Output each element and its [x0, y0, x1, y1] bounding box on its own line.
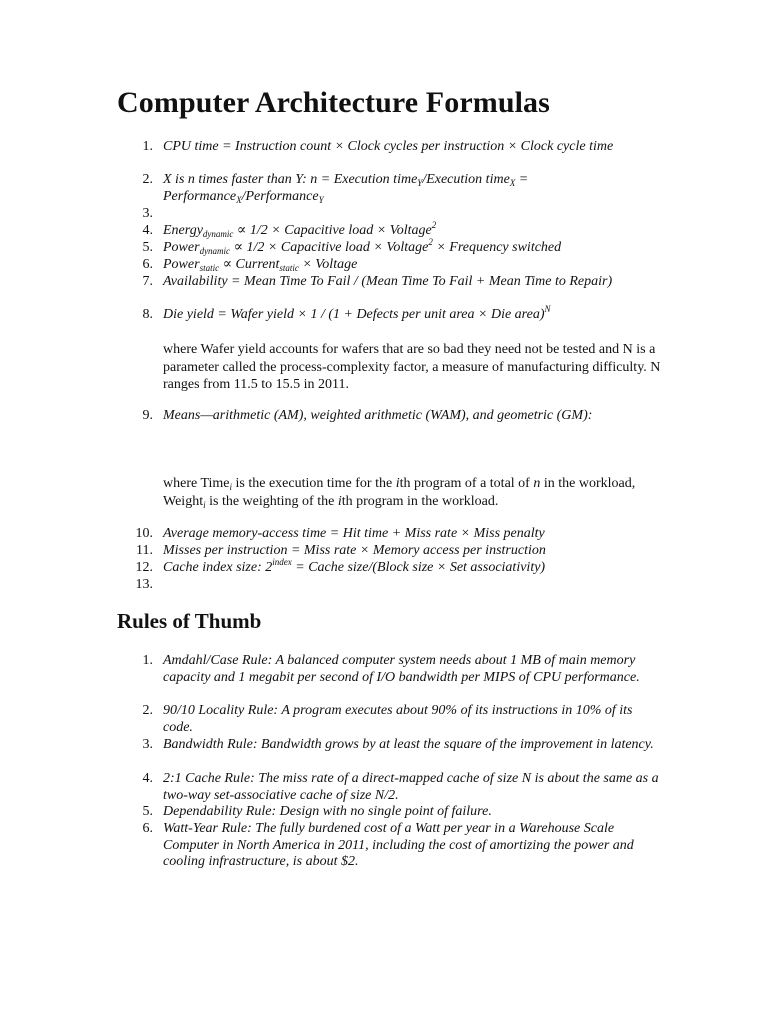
formula-number: 7. [142, 274, 153, 289]
rule-number: 4. [142, 771, 153, 786]
rule-number: 6. [142, 821, 153, 836]
rule-text: 90/10 Locality Rule: A program executes about 90% of its instructions in 10% of its code. [163, 703, 633, 735]
formula-text: Misses per instruction = Miss rate × Memory access per instruction [163, 543, 546, 558]
formula-text: Power$_{static}$ ∝ Current$_{static}$ × Voltage [163, 257, 358, 273]
formula-text: Average memory-access time = Hit time + Miss rate × Miss penalty [163, 526, 545, 541]
rule-item-1 [142, 653, 663, 686]
rule-item-5 [142, 804, 663, 821]
rule-item-4 [142, 771, 663, 804]
formula-text: Energy$_{dynamic}$ ∝ 1/2 × Capacitive load × Voltage$^2$ [163, 220, 437, 239]
formula-number: 10. [135, 526, 153, 541]
formula-number: 1. [142, 139, 153, 154]
formula-text: Means—arithmetic (AM), weighted arithmetic (WAM), and geometric (GM): [163, 408, 593, 423]
rules-heading: Rules of Thumb [117, 609, 262, 633]
rule-number: 2. [142, 703, 153, 718]
formula-number: 5. [142, 240, 153, 255]
formula-item-1 [142, 139, 663, 156]
formula-item-8 [142, 304, 663, 324]
formula-item-7 [142, 274, 663, 291]
formula-text: Availability = Mean Time To Fail / (Mean Time To Fail + Mean Time to Repair) [163, 274, 613, 289]
formula-text: Cache index size: $2^{index}$ = Cache size/(Block size × Set associativity) [163, 557, 546, 575]
formula-number: 11. [136, 543, 153, 558]
formula-number: 3. [142, 206, 153, 221]
formula-number: 8. [142, 307, 153, 322]
formula-text: Power$_{dynamic}$ ∝ 1/2 × Capacitive load × Voltage$^2$ × Frequency switched [163, 237, 562, 256]
formula-item-11 [136, 543, 663, 560]
rule-item-6 [142, 821, 663, 871]
formula-number: 4. [142, 223, 153, 238]
rule-text: 2:1 Cache Rule: The miss rate of a direct-mapped cache of size N is about the same as a two-way set-associative cache of size N/2. [163, 771, 659, 803]
rule-text: Dependability Rule: Design with no single point of failure. [163, 804, 492, 819]
formula-item-2 [142, 172, 663, 205]
rule-number: 5. [142, 804, 153, 819]
formula-number: 2. [142, 172, 153, 187]
rule-number: 3. [142, 737, 153, 752]
formula-number: 6. [142, 257, 153, 272]
formula-text: CPU time = Instruction count × Clock cycles per instruction × Clock cycle time [163, 139, 614, 154]
time-weight-note: where Time$_i$ is the execution time for the ith program of a total of n in the workload, Weight$_i$ is the weighting of the ith program in the workload. [163, 476, 636, 510]
wafer-yield-note: where Wafer yield accounts for wafers that are so bad they need not be tested and N is a parameter called the process-complexity factor, a measure of manufacturing difficulty. N ranges from 11.5 to 15.5 in 2011. [163, 342, 661, 392]
formula-number: 13. [135, 577, 153, 592]
formula-text: Die yield = Wafer yield × 1 / (1 + Defects per unit area × Die area)$^N$ [163, 304, 551, 322]
formula-item-10 [135, 526, 663, 543]
page-title: Computer Architecture Formulas [117, 86, 550, 119]
rule-text: Amdahl/Case Rule: A balanced computer system needs about 1 MB of main memory capacity and 1 megabit per second of I/O bandwidth per MIPS of CPU performance. [163, 653, 640, 685]
formula-number: 12. [135, 560, 153, 575]
formula-item-6 [142, 257, 663, 274]
formula-item-12 [135, 557, 663, 577]
formula-item-9 [142, 408, 663, 425]
formula-text: X is n times faster than Y: n = Execution time$_Y$/Execution time$_X$ = Performance$_X$/Performance$_Y$ [163, 172, 529, 205]
rule-text: Watt-Year Rule: The fully burdened cost of a Watt per year in a Warehouse Scale Computer in North America in 2011, including the cost of amortizing the power and cooling infrastructure, is about $2. [163, 821, 634, 869]
formula-number: 9. [142, 408, 153, 423]
rule-item-3 [142, 737, 663, 754]
rule-number: 1. [142, 653, 153, 668]
rule-text: Bandwidth Rule: Bandwidth grows by at least the square of the improvement in latency. [163, 737, 654, 752]
formula-item-4 [142, 220, 663, 240]
formula-item-5 [142, 237, 663, 257]
rule-item-2 [142, 703, 663, 736]
